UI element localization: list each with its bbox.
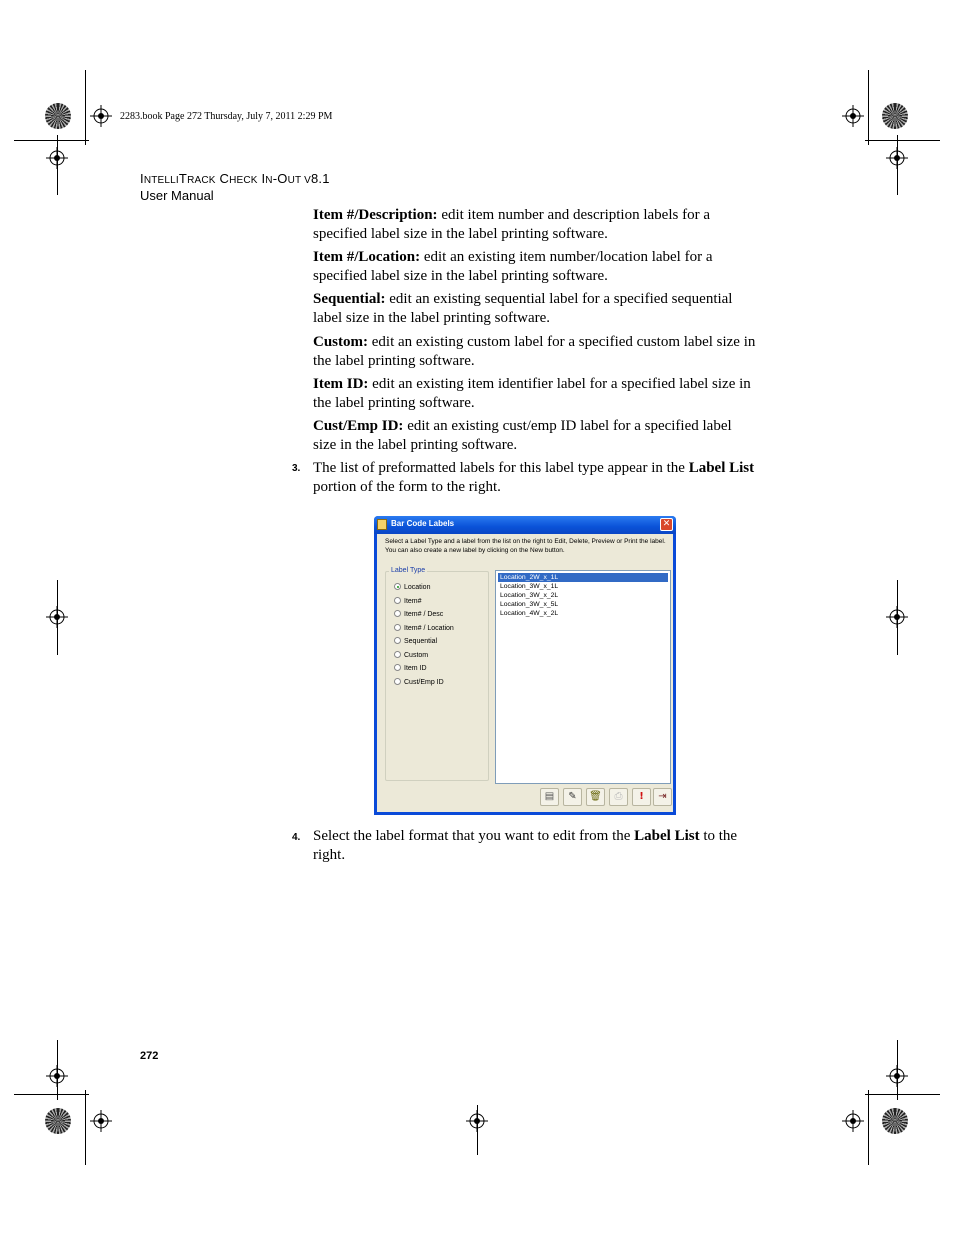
registration-sunburst bbox=[45, 1108, 71, 1134]
radio-icon bbox=[394, 637, 401, 644]
label-list-item[interactable]: Location_3W_x_1L bbox=[500, 583, 559, 590]
registration-target bbox=[46, 147, 68, 169]
radio-item-id[interactable]: Item ID bbox=[394, 664, 427, 672]
registration-sunburst bbox=[45, 103, 71, 129]
definition-item-id: Item ID: edit an existing item identifier label for a specified label size in the label printing software. bbox=[313, 376, 751, 411]
bar-code-labels-dialog bbox=[374, 516, 676, 815]
registration-target bbox=[886, 147, 908, 169]
step-number: 3. bbox=[292, 463, 301, 474]
registration-target bbox=[90, 105, 112, 127]
radio-icon bbox=[394, 597, 401, 604]
label-list-item[interactable]: Location_2W_x_1L bbox=[498, 573, 668, 582]
radio-item[interactable]: Item# bbox=[394, 597, 422, 605]
step-4-text: Select the label format that you want to edit from the Label List to the right. bbox=[313, 828, 738, 863]
exit-button[interactable] bbox=[653, 788, 672, 806]
delete-trash-icon: 🗑 bbox=[589, 791, 602, 802]
radio-icon bbox=[394, 678, 401, 685]
radio-location[interactable]: Location bbox=[394, 583, 430, 591]
edit-label-icon: ✎ bbox=[568, 791, 577, 802]
delete-label-button[interactable] bbox=[586, 788, 605, 806]
page-number: 272 bbox=[140, 1050, 159, 1062]
registration-sunburst bbox=[882, 1108, 908, 1134]
radio-item-desc[interactable]: Item# / Desc bbox=[394, 610, 443, 618]
registration-target bbox=[842, 1110, 864, 1132]
radio-icon bbox=[394, 610, 401, 617]
label-type-group-label: Label Type bbox=[391, 567, 426, 574]
definition-custom: Custom: edit an existing custom label for a specified custom label size in the label printing software. bbox=[313, 334, 756, 369]
label-list-item[interactable]: Location_3W_x_5L bbox=[500, 601, 559, 608]
print-stamp: 2283.book Page 272 Thursday, July 7, 2011 2:29 PM bbox=[120, 111, 333, 122]
definition-cust-emp-id: Cust/Emp ID: edit an existing cust/emp ID label for a specified label size in the label printing software. bbox=[313, 418, 732, 453]
exit-door-icon: ⇥ bbox=[658, 791, 667, 802]
registration-target bbox=[46, 1065, 68, 1087]
preview-label-button[interactable] bbox=[609, 788, 628, 806]
radio-cust-emp-id[interactable]: Cust/Emp ID bbox=[394, 678, 444, 686]
definition-item-location: Item #/Location: edit an existing item number/location label for a specified label size in the label printing software. bbox=[313, 249, 713, 284]
app-icon bbox=[377, 519, 387, 530]
registration-target bbox=[90, 1110, 112, 1132]
registration-target bbox=[466, 1110, 488, 1132]
step-3-text: The list of preformatted labels for this label type appear in the Label List portion of the form to the right. bbox=[313, 460, 755, 495]
definition-sequential: Sequential: edit an existing sequential label for a specified sequential label size in the label printing software. bbox=[313, 291, 733, 326]
radio-custom[interactable]: Custom bbox=[394, 651, 428, 659]
step-number: 4. bbox=[292, 832, 301, 843]
edit-label-button[interactable] bbox=[563, 788, 582, 806]
dialog-title: Bar Code Labels bbox=[391, 519, 455, 528]
definition-item-description: Item #/Description: edit item number and description labels for a specified label size in the label printing software. bbox=[313, 207, 710, 242]
running-header-title: INTELLITRACK CHECK IN-OUT V8.1 bbox=[140, 171, 330, 186]
radio-item-location[interactable]: Item# / Location bbox=[394, 624, 454, 632]
label-list-item[interactable]: Location_4W_x_2L bbox=[500, 610, 559, 617]
running-header-subtitle: User Manual bbox=[140, 188, 214, 203]
close-button[interactable]: ✕ bbox=[660, 518, 673, 531]
registration-sunburst bbox=[882, 103, 908, 129]
radio-selected-icon bbox=[394, 583, 401, 590]
instructions-text: Select a Label Type and a label from the list on the right to Edit, Delete, Preview or Print the label. You can also create a new label by clicking on the New button. bbox=[385, 538, 666, 554]
label-list-item[interactable]: Location_3W_x_2L bbox=[500, 592, 559, 599]
label-list[interactable] bbox=[495, 570, 671, 784]
dialog-body bbox=[377, 534, 673, 812]
preview-icon: ⎙ bbox=[614, 791, 623, 802]
registration-target bbox=[842, 105, 864, 127]
registration-target bbox=[886, 1065, 908, 1087]
registration-target bbox=[886, 606, 908, 628]
radio-icon bbox=[394, 664, 401, 671]
radio-sequential[interactable]: Sequential bbox=[394, 637, 437, 645]
print-exclamation-icon: ! bbox=[639, 791, 644, 802]
radio-icon bbox=[394, 651, 401, 658]
registration-target bbox=[46, 606, 68, 628]
print-label-button[interactable] bbox=[632, 788, 651, 806]
radio-icon bbox=[394, 624, 401, 631]
dialog-titlebar[interactable] bbox=[374, 516, 676, 534]
new-label-button[interactable] bbox=[540, 788, 559, 806]
new-label-icon: ▤ bbox=[544, 791, 555, 802]
